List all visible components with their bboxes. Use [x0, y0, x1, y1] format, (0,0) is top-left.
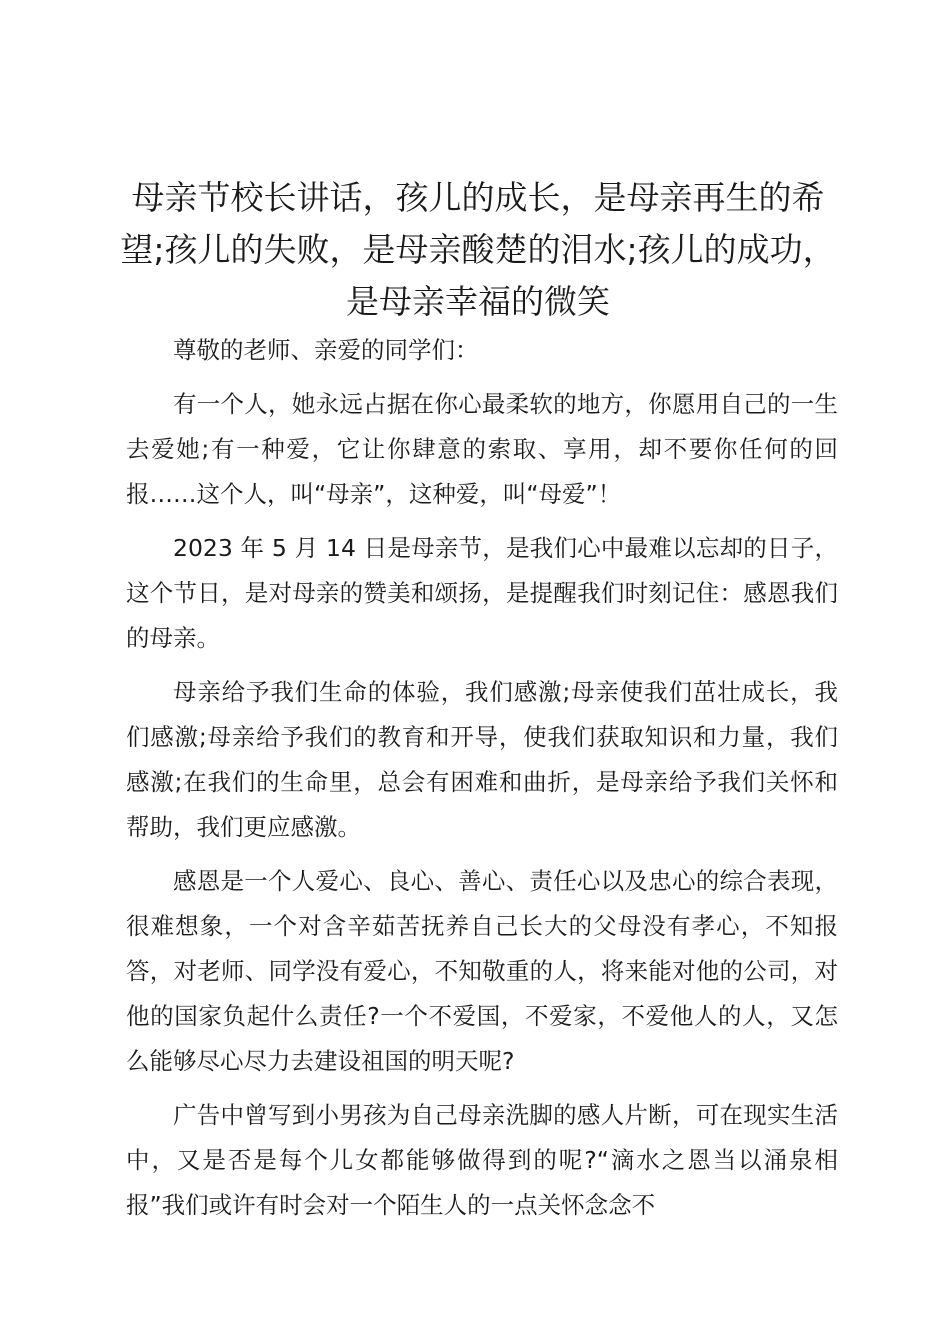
document-body [126, 328, 838, 1237]
body-paragraph: 2023 年 5 月 14 日是母亲节，是我们心中最难以忘却的日子，这个节日，是对母亲的赞美和颂扬，是提醒我们时刻记住：感恩我们的母亲。 [126, 534, 838, 652]
document-title: 母亲节校长讲话，孩儿的成长，是母亲再生的希望;孩儿的失败，是母亲酸楚的泪水;孩儿的成功，是母亲幸福的微笑 [120, 178, 836, 321]
body-paragraph: 感恩是一个人爱心、良心、善心、责任心以及忠心的综合表现，很难想象，一个对含辛茹苦抚养自己长大的父母没有孝心，不知报答，对老师、同学没有爱心，不知敬重的人，将来能对他的公司，对他的国家负起什么责任?一个不爱国，不爱家，不爱他人的人，又怎么能够尽心尽力去建设祖国的明天呢? [126, 867, 838, 1075]
body-paragraph: 母亲给予我们生命的体验，我们感激;母亲使我们茁壮成长，我们感激;母亲给予我们的教育和开导，使我们获取知识和力量，我们感激;在我们的生命里，总会有困难和曲折，是母亲给予我们关怀和帮助，我们更应感激。 [126, 678, 838, 841]
salutation-paragraph: 尊敬的老师、亲爱的同学们： [173, 336, 479, 364]
body-paragraph: 有一个人，她永远占据在你心最柔软的地方，你愿用自己的一生去爱她;有一种爱，它让你肆意的索取、享用，却不要你任何的回报……这个人，叫“母亲”，这种爱，叫“母爱”！ [126, 390, 838, 508]
body-paragraph: 广告中曾写到小男孩为自己母亲洗脚的感人片断，可在现实生活中，又是否是每个儿女都能够做得到的呢?“滴水之恩当以涌泉相报”我们或许有时会对一个陌生人的一点关怀念念不 [126, 1101, 838, 1219]
